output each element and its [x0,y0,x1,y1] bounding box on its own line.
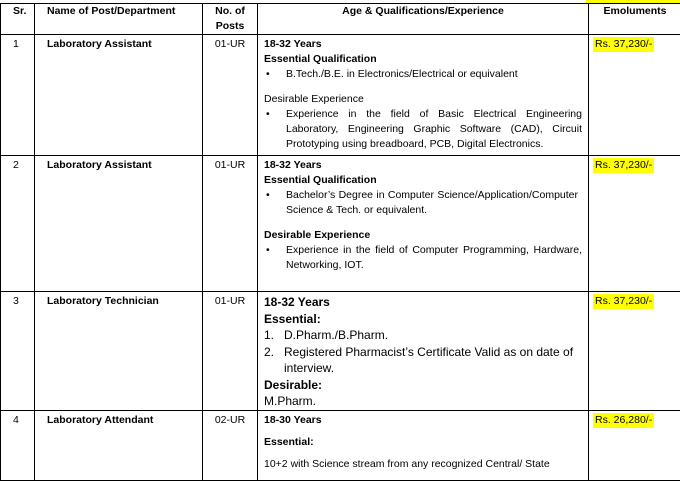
row-post-name: Laboratory Assistant [35,156,203,292]
bullet-icon: • [266,243,270,258]
row-posts: 01-UR [203,156,258,292]
row-sr: 2 [1,156,35,292]
row-posts: 02-UR [203,410,258,480]
emoluments-value: Rs. 26,280/- [593,413,654,428]
essential-heading: Essential: [264,311,582,328]
header-name: Name of Post/Department [35,4,203,35]
list-item: 1. D.Pharm./B.Pharm. [264,327,582,344]
list-item: • B.Tech./B.E. in Electronics/Electrical or equivalent [264,67,582,82]
header-posts-line1: No. of [203,4,257,19]
desirable-heading: Desirable: [264,377,582,394]
desirable-heading: Desirable Experience [264,92,582,107]
essential-list [264,67,582,82]
row-emoluments [589,410,680,480]
header-sr: Sr. [1,4,35,35]
table-row [1,410,680,480]
emoluments-value: Rs. 37,230/- [593,158,654,173]
essential-heading: Essential Qualification [264,52,582,67]
essential-text: 10+2 with Science stream from any recognized Central/ State [264,457,582,472]
emoluments-value: Rs. 37,230/- [593,37,654,52]
row-qualifications [258,410,589,480]
row-sr: 1 [1,35,35,156]
age-range: 18-32 Years [264,158,582,173]
row-posts: 01-UR [203,292,258,411]
row-emoluments [589,156,680,292]
row-post-name: Laboratory Assistant [35,35,203,156]
age-range: 18-32 Years [264,37,582,52]
row-sr: 4 [1,410,35,480]
desirable-heading: Desirable Experience [264,228,582,243]
list-item: • Bachelor’s Degree in Computer Science/Application/Computer Science & Tech. or equivalent. [264,188,582,218]
row-post-name: Laboratory Attendant [35,410,203,480]
essential-heading: Essential Qualification [264,173,582,188]
table-row [1,35,680,156]
header-posts [203,4,258,35]
row-qualifications [258,292,589,411]
table-header-row [1,4,680,35]
bullet-icon: • [266,107,270,122]
row-qualifications [258,156,589,292]
bullet-icon: • [266,188,270,203]
age-range: 18-30 Years [264,413,582,428]
table-row [1,156,680,292]
table-row [1,292,680,411]
header-posts-line2: Posts [203,19,257,34]
age-range: 18-32 Years [264,294,582,311]
row-qualifications [258,35,589,156]
desirable-list [264,107,582,152]
header-emoluments: Emoluments [589,4,680,35]
essential-list [264,327,582,377]
row-emoluments [589,35,680,156]
row-posts: 01-UR [203,35,258,156]
row-post-name: Laboratory Technician [35,292,203,411]
row-emoluments [589,292,680,411]
list-item: 2. Registered Pharmacist’s Certificate Valid as on date of interview. [264,344,582,377]
desirable-text: M.Pharm. [264,393,582,410]
emoluments-value: Rs. 37,230/- [593,294,654,309]
essential-heading: Essential: [264,435,582,450]
list-item: • Experience in the field of Computer Programming, Hardware, Networking, IOT. [264,243,582,273]
list-item: • Experience in the field of Basic Electrical Engineering Laboratory, Engineering Graphic Software (CAD), Circuit Prototyping using breadboard, PCB, Digital Electronics. [264,107,582,152]
header-qualifications: Age & Qualifications/Experience [258,4,589,35]
essential-list [264,188,582,218]
posts-table [0,3,680,481]
row-sr: 3 [1,292,35,411]
desirable-list [264,243,582,273]
bullet-icon: • [266,67,270,82]
